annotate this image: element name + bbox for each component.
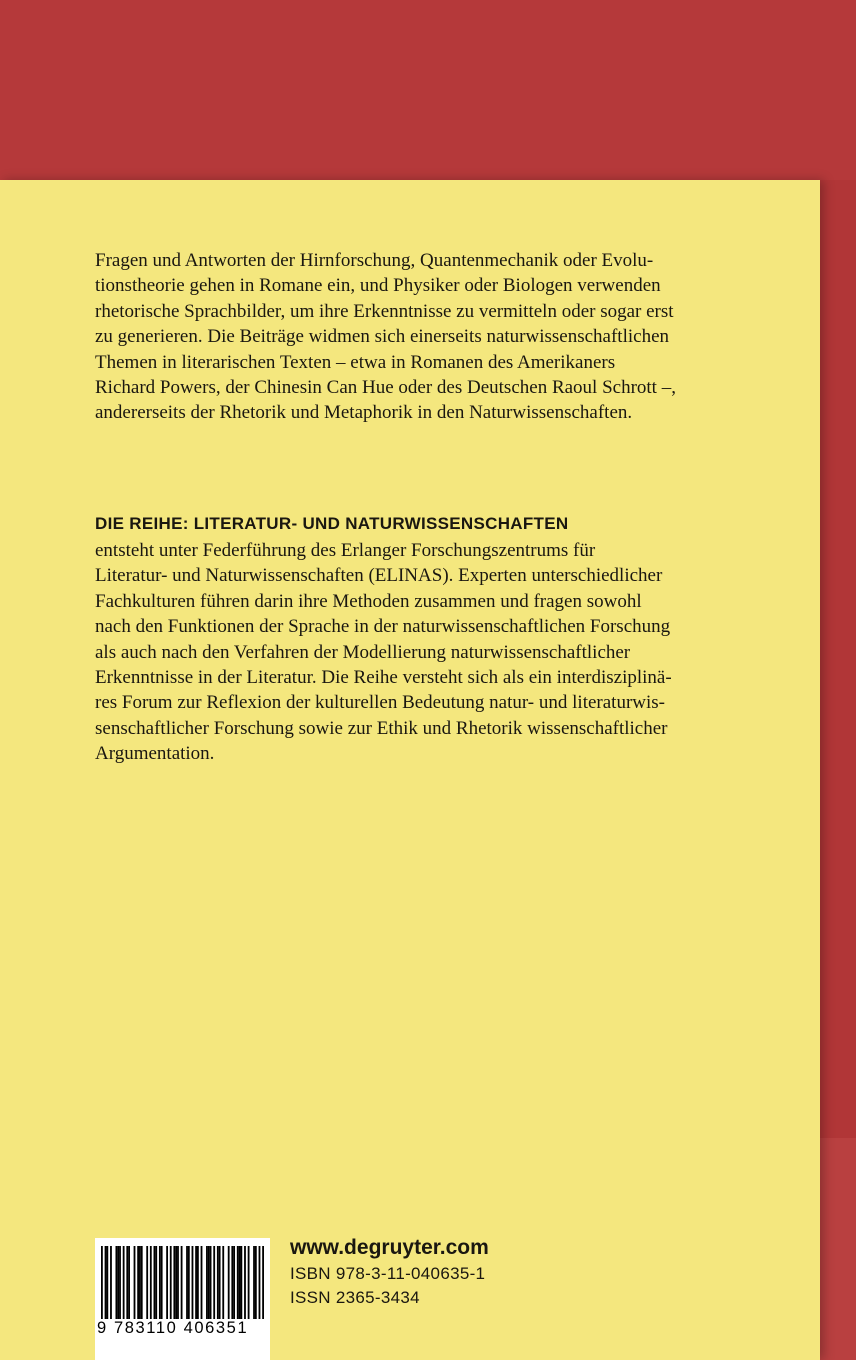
barcode-bar: [237, 1246, 239, 1330]
barcode-bar: [154, 1246, 156, 1330]
barcode-bar: [192, 1246, 194, 1330]
barcode-bar: [159, 1246, 161, 1330]
barcode-bar: [248, 1246, 250, 1330]
barcode-bar: [126, 1246, 128, 1330]
barcode-bar: [222, 1246, 224, 1330]
barcode-bar: [228, 1246, 230, 1330]
barcode-bar: [244, 1246, 246, 1330]
barcode-bar: [208, 1246, 210, 1330]
barcode-bar: [166, 1246, 168, 1330]
barcode-bar: [106, 1246, 108, 1330]
isbn-number: ISBN 978-3-11-040635-1: [290, 1264, 486, 1283]
issn-number: ISSN 2365-3434: [290, 1288, 420, 1307]
barcode-bar: [240, 1246, 242, 1330]
barcode-bar: [188, 1246, 190, 1330]
barcode-bar: [170, 1246, 172, 1330]
barcode-bar: [197, 1246, 199, 1330]
barcode-bar: [123, 1246, 125, 1330]
barcode-bar: [219, 1246, 221, 1330]
book-back-cover: [0, 180, 820, 1360]
barcode-bar: [128, 1246, 130, 1330]
barcode-bar: [195, 1246, 197, 1330]
barcode-bar: [150, 1246, 152, 1330]
isbn-barcode: [95, 1238, 270, 1360]
barcode-bar: [146, 1246, 148, 1330]
series-description: entsteht unter Federführung des Erlanger Forschungszentrums für Literatur- und Naturwissenschaften (ELINAS). Experten unterschiedlicher Fachkulturen führen darin ihre Methoden zusammen und fragen sowohl nach den Funktionen der Sprache in der naturwissenschaftlichen Forschung als auch nach den Verfahren der Modellierung naturwissenschaftlicher Erkenntnisse in der Literatur. Die Reihe versteht sich als ein interdisziplinä- res Forum zur Reflexion der kulturellen Bedeutung natur- und literaturwis- senschaftlicher Forschung sowie zur Ethik und Rhetorik wissenschaftlicher Argumentation.: [95, 540, 672, 765]
barcode-bar: [262, 1246, 264, 1330]
barcode-bar: [115, 1246, 117, 1330]
barcode-bar: [213, 1246, 215, 1330]
barcode-bar: [233, 1246, 235, 1330]
barcode-bar: [117, 1246, 119, 1330]
barcode-bar: [239, 1246, 241, 1330]
series-heading: DIE REIHE: LITERATUR- UND NATURWISSENSCHAFTEN: [95, 514, 569, 533]
barcode-bar: [201, 1246, 203, 1330]
barcode-bar: [173, 1246, 175, 1330]
barcode-bar: [217, 1246, 219, 1330]
barcode-bar: [259, 1246, 261, 1330]
barcode-bar: [137, 1246, 139, 1330]
barcode-bar: [253, 1246, 255, 1330]
barcode-bar: [210, 1246, 212, 1330]
blurb-text: Fragen und Antworten der Hirnforschung, Quantenmechanik oder Evolu- tionstheorie gehen in Romane ein, und Physiker oder Biologen verwenden rhetorische Sprachbilder, um ihre Erkenntnisse zu vermitteln oder sogar erst zu generieren. Die Beiträge widmen sich einerseits naturwissenschaftlichen Themen in literarischen Texten – etwa in Romanen des Amerikaners Richard Powers, der Chinesin Can Hue oder des Deutschen Raoul Schrott –, andererseits der Rhetorik und Metaphorik in den Naturwissenschaften.: [95, 250, 676, 424]
barcode-digits: 9 783110 406351: [97, 1319, 268, 1338]
barcode-bar: [141, 1246, 143, 1330]
back-panel-lower: [820, 1138, 856, 1360]
barcode-bars: [101, 1246, 264, 1330]
barcode-bar: [231, 1246, 233, 1330]
barcode-bar: [110, 1246, 112, 1330]
barcode-bar: [186, 1246, 188, 1330]
barcode-bar: [161, 1246, 163, 1330]
barcode-bar: [119, 1246, 121, 1330]
barcode-bar: [255, 1246, 257, 1330]
barcode-bar: [175, 1246, 177, 1330]
barcode-bar: [134, 1246, 136, 1330]
barcode-bar: [206, 1246, 208, 1330]
barcode-bar: [177, 1246, 179, 1330]
barcode-bar: [105, 1246, 107, 1330]
barcode-bar: [139, 1246, 141, 1330]
publisher-url[interactable]: www.degruyter.com: [290, 1236, 489, 1259]
barcode-bar: [181, 1246, 183, 1330]
barcode-bar: [101, 1246, 103, 1330]
barcode-bar: [155, 1246, 157, 1330]
